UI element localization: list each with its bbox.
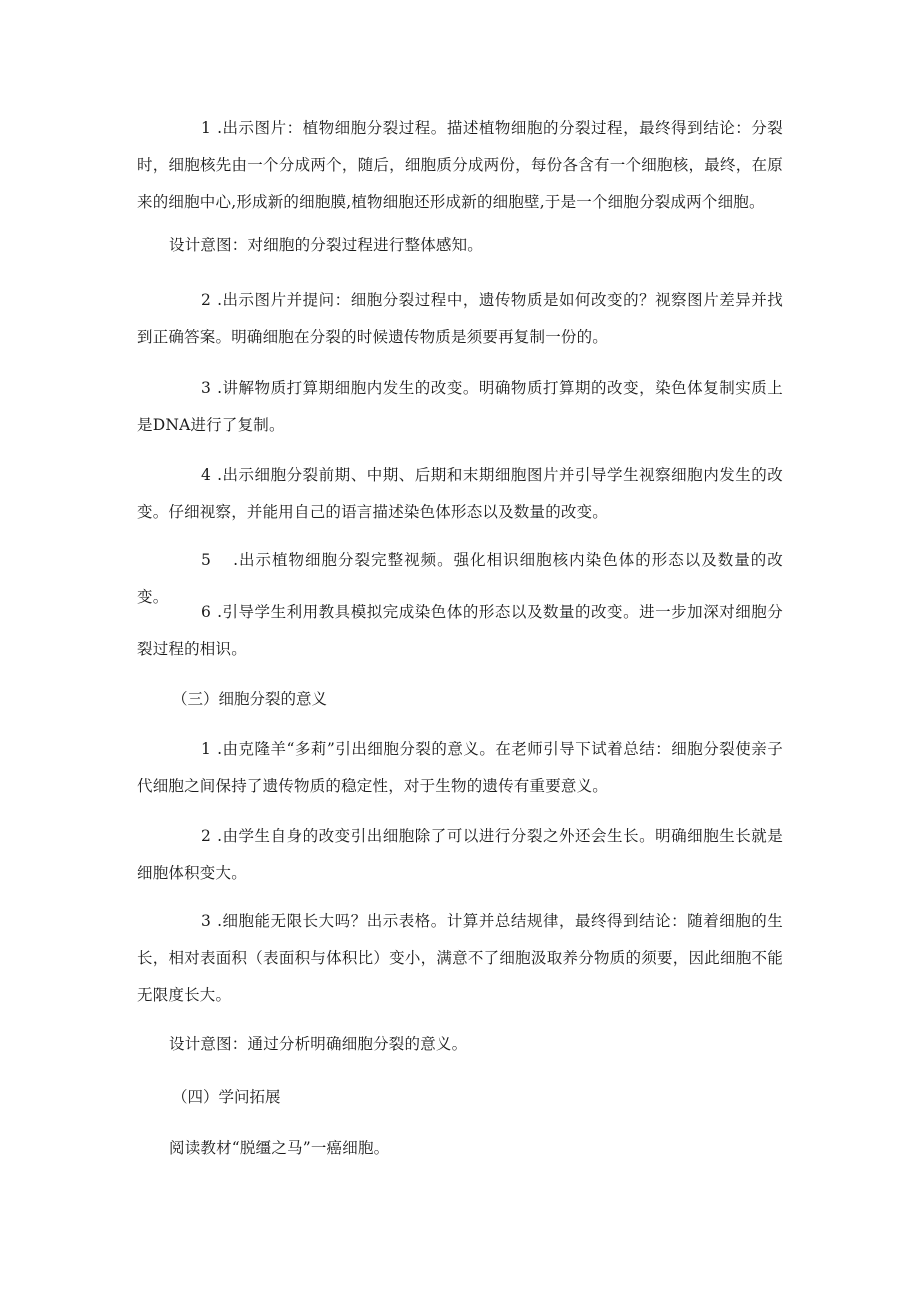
design-intent-1	[137, 227, 783, 264]
paragraph-text: .由学生自身的改变引出细胞除了可以进行分裂之外还会生长。明确细胞生长就是细胞体积变大。	[137, 827, 783, 882]
paragraph-text: .出示细胞分裂前期、中期、后期和末期细胞图片并引导学生视察细胞内发生的改变。仔细视察，并能用自己的语言描述染色体形态以及数量的改变。	[137, 466, 783, 521]
item-number: 6	[201, 603, 212, 621]
paragraph-text: 设计意图：对细胞的分裂过程进行整体感知。	[169, 236, 484, 254]
item-number: 3	[201, 379, 212, 397]
item-number: 1	[201, 740, 212, 758]
paragraph-text: .由克隆羊“多莉”引出细胞分裂的意义。在老师引导下试着总结：细胞分裂使亲子代细胞之间保持了遗传物质的稳定性，对于生物的遗传有重要意义。	[137, 740, 783, 795]
item-number: 4	[201, 466, 212, 484]
paragraph-text: .出示图片并提问：细胞分裂过程中，遗传物质是如何改变的？视察图片差异并找到正确答案。明确细胞在分裂的时候遗传物质是须要再复制一份的。	[137, 291, 783, 346]
item-number: 5	[201, 551, 212, 569]
paragraph-4	[137, 457, 783, 531]
reading-note	[137, 1130, 783, 1167]
item-number: 2	[201, 827, 212, 845]
paragraph-text: .出示图片：植物细胞分裂过程。描述植物细胞的分裂过程，最终得到结论：分裂时，细胞核先由一个分成两个，随后，细胞质分成两份，每份各含有一个细胞核，最终，在原来的细胞中心,形成新的细胞膜,植物细胞还形成新的细胞壁,于是一个细胞分裂成两个细胞。	[137, 119, 783, 211]
paragraph-significance-1	[137, 731, 783, 805]
paragraph-text: .出示植物细胞分裂完整视频。强化相识细胞核内染色体的形态以及数量的改变。	[137, 551, 783, 606]
paragraph-text: 阅读教材“脱缰之马”一癌细胞。	[169, 1139, 390, 1157]
paragraph-6	[137, 594, 783, 668]
paragraph-1	[137, 110, 783, 221]
paragraph-significance-3	[137, 903, 783, 1014]
paragraph-text: .讲解物质打算期细胞内发生的改变。明确物质打算期的改变，染色体复制实质上是DNA进行了复制。	[137, 379, 783, 434]
paragraph-text: 设计意图：通过分析明确细胞分裂的意义。	[169, 1035, 468, 1053]
paragraph-2	[137, 282, 783, 356]
item-number: 2	[201, 291, 212, 309]
design-intent-2	[137, 1026, 783, 1063]
paragraph-text: .细胞能无限长大吗？出示表格。计算并总结规律，最终得到结论：随着细胞的生长，相对表面积（表面积与体积比）变小，满意不了细胞汲取养分物质的须要，因此细胞不能无限度长大。	[137, 912, 783, 1004]
paragraph-significance-2	[137, 818, 783, 892]
section-heading-3: （三）细胞分裂的意义	[172, 690, 328, 708]
item-number: 1	[201, 119, 212, 137]
section-heading-4: （四）学问拓展	[172, 1088, 281, 1106]
paragraph-3	[137, 370, 783, 444]
item-number: 3	[201, 912, 212, 930]
paragraph-text: .引导学生利用教具模拟完成染色体的形态以及数量的改变。进一步加深对细胞分裂过程的相识。	[137, 603, 783, 658]
